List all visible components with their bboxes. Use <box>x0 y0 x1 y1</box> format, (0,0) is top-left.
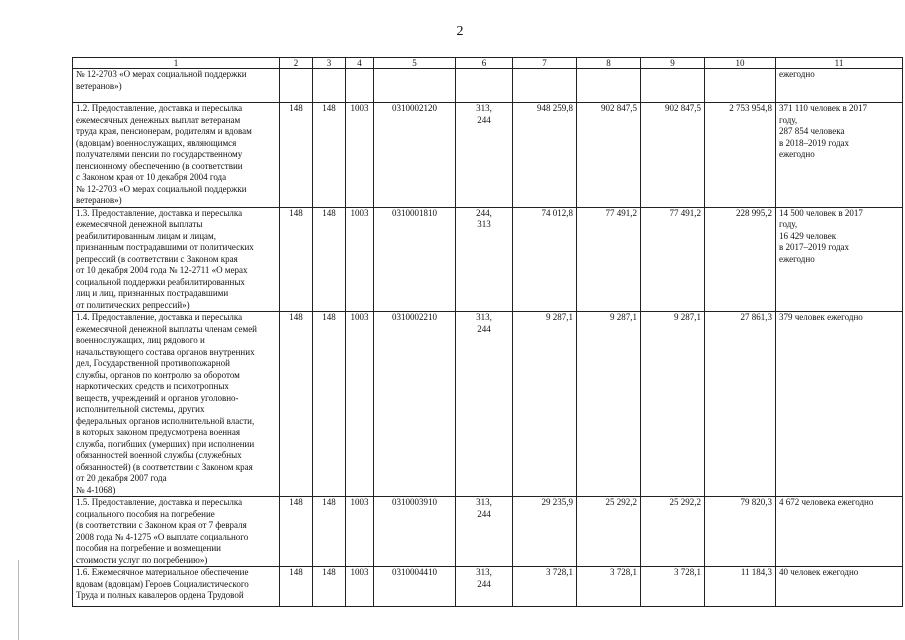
cell <box>705 69 776 103</box>
cell: 1003 <box>346 312 374 497</box>
table-row <box>73 103 903 208</box>
note-cell: ежегодно <box>776 69 903 103</box>
header-cell: 5 <box>374 58 456 69</box>
cell: 313, 244 <box>456 103 513 208</box>
header-cell: 10 <box>705 58 776 69</box>
cell: 948 259,8 <box>513 103 577 208</box>
cell <box>641 69 705 103</box>
cell: 27 861,3 <box>705 312 776 497</box>
cell: 2 753 954,8 <box>705 103 776 208</box>
scan-edge-line <box>18 560 19 640</box>
cell <box>346 69 374 103</box>
note-cell: 40 человек ежегодно <box>776 567 903 607</box>
header-cell: 2 <box>280 58 313 69</box>
description-cell: 1.6. Ежемесячное материальное обеспечение вдовам (вдовцам) Героев Социалистического Труда и полных кавалеров ордена Трудовой <box>73 567 280 607</box>
table-row <box>73 312 903 497</box>
table-row <box>73 567 903 607</box>
cell: 313, 244 <box>456 567 513 607</box>
cell: 25 292,2 <box>641 497 705 567</box>
cell: 148 <box>313 567 346 607</box>
header-cell: 4 <box>346 58 374 69</box>
table-row <box>73 69 903 103</box>
note-cell: 4 672 человека ежегодно <box>776 497 903 567</box>
header-cell: 8 <box>577 58 641 69</box>
cell: 0310002120 <box>374 103 456 208</box>
cell: 148 <box>313 207 346 312</box>
description-cell: 1.5. Предоставление, доставка и пересылка социального пособия на погребение (в соответствии с Законом края от 7 февраля 2008 года № 4-1275 «О выплате социального пособия на погребение и возмещении стоимости услуг по погребению») <box>73 497 280 567</box>
cell: 244, 313 <box>456 207 513 312</box>
page-number: 2 <box>456 24 464 39</box>
cell: 148 <box>280 497 313 567</box>
table-header-row <box>73 58 903 69</box>
cell: 29 235,9 <box>513 497 577 567</box>
cell: 148 <box>313 103 346 208</box>
cell: 228 995,2 <box>705 207 776 312</box>
cell: 1003 <box>346 567 374 607</box>
note-cell: 14 500 человек в 2017 году, 16 429 человек в 2017–2019 годах ежегодно <box>776 207 903 312</box>
header-cell: 7 <box>513 58 577 69</box>
table-row <box>73 207 903 312</box>
cell: 3 728,1 <box>641 567 705 607</box>
cell: 9 287,1 <box>577 312 641 497</box>
cell: 74 012,8 <box>513 207 577 312</box>
cell: 148 <box>313 497 346 567</box>
cell: 0310001810 <box>374 207 456 312</box>
note-cell: 379 человек ежегодно <box>776 312 903 497</box>
header-cell: 9 <box>641 58 705 69</box>
cell: 148 <box>280 567 313 607</box>
cell <box>280 69 313 103</box>
cell: 77 491,2 <box>641 207 705 312</box>
cell: 9 287,1 <box>513 312 577 497</box>
cell: 313, 244 <box>456 312 513 497</box>
cell: 9 287,1 <box>641 312 705 497</box>
note-cell: 371 110 человек в 2017 году, 287 854 человека в 2018–2019 годах ежегодно <box>776 103 903 208</box>
cell: 902 847,5 <box>641 103 705 208</box>
cell: 148 <box>280 312 313 497</box>
cell: 79 820,3 <box>705 497 776 567</box>
description-cell: 1.3. Предоставление, доставка и пересылка ежемесячной денежной выплаты реабилитированным лицам и лицам, признанным пострадавшими от политических репрессий (в соответствии с Законом края от 10 декабря 2004 года № 12-2711 «О мерах социальной поддержки реабилитированных лиц и лиц, признанных пострадавшими от политических репрессий») <box>73 207 280 312</box>
cell: 3 728,1 <box>513 567 577 607</box>
header-cell: 6 <box>456 58 513 69</box>
cell: 148 <box>280 103 313 208</box>
cell: 0310002210 <box>374 312 456 497</box>
header-cell: 11 <box>776 58 903 69</box>
cell: 313, 244 <box>456 497 513 567</box>
description-cell: № 12-2703 «О мерах социальной поддержки ветеранов») <box>73 69 280 103</box>
cell: 0310003910 <box>374 497 456 567</box>
cell: 77 491,2 <box>577 207 641 312</box>
table-row <box>73 497 903 567</box>
description-cell: 1.2. Предоставление, доставка и пересылка ежемесячных денежных выплат ветеранам труда края, пенсионерам, родителям и вдовам (вдовцам) военнослужащих, являющимся получателями пенсии по государственному пенсионному обеспечению (в соответствии с Законом края от 10 декабря 2004 года № 12-2703 «О мерах социальной поддержки ветеранов») <box>73 103 280 208</box>
cell: 11 184,3 <box>705 567 776 607</box>
cell <box>577 69 641 103</box>
budget-table <box>72 57 903 607</box>
cell: 3 728,1 <box>577 567 641 607</box>
cell: 1003 <box>346 103 374 208</box>
cell: 148 <box>313 312 346 497</box>
cell <box>374 69 456 103</box>
cell <box>456 69 513 103</box>
cell: 25 292,2 <box>577 497 641 567</box>
description-cell: 1.4. Предоставление, доставка и пересылка ежемесячной денежной выплаты членам семей военнослужащих, лиц рядового и начальствующего состава органов внутренних дел, Государственной противопожарной службы, органов по контролю за оборотом наркотических средств и психотропных веществ, учреждений и органов уголовно- исполнительной системы, других федеральных органов исполнительной власти, в которых законом предусмотрена военная служба, погибших (умерших) при исполнении обязанностей военной службы (служебных обязанностей) (в соответствии с Законом края от 20 декабря 2007 года № 4-1068) <box>73 312 280 497</box>
cell: 902 847,5 <box>577 103 641 208</box>
cell: 0310004410 <box>374 567 456 607</box>
cell <box>313 69 346 103</box>
cell: 1003 <box>346 497 374 567</box>
cell: 1003 <box>346 207 374 312</box>
cell: 148 <box>280 207 313 312</box>
header-cell: 3 <box>313 58 346 69</box>
header-cell: 1 <box>73 58 280 69</box>
cell <box>513 69 577 103</box>
